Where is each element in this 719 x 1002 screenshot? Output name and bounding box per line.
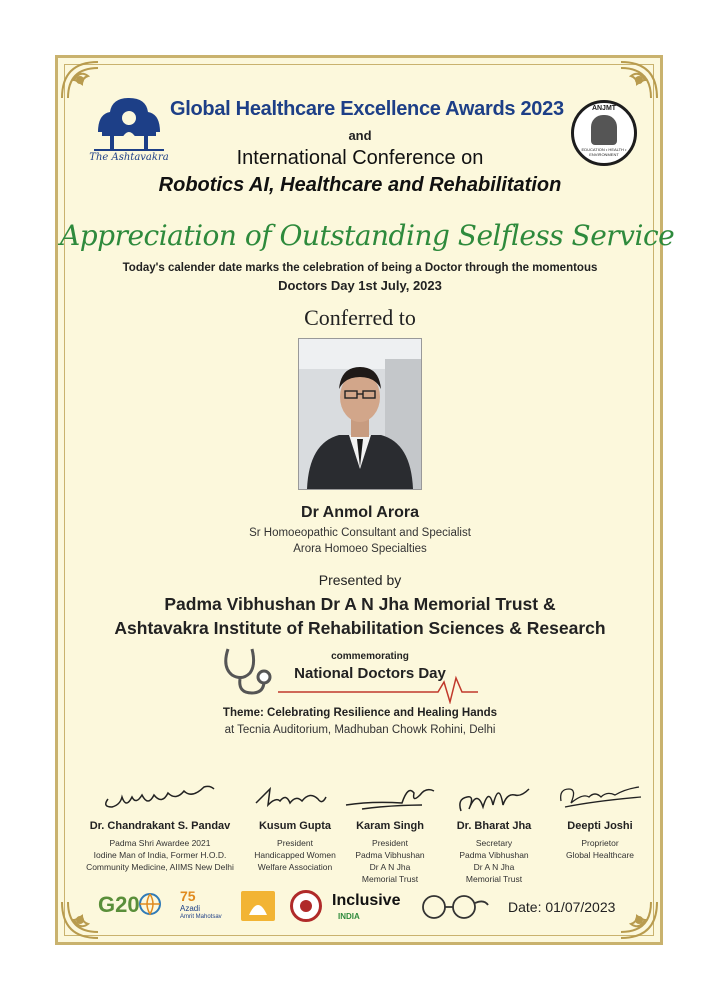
anjmt-logo-arc: EDUCATION • HEALTH • ENVIRONMENT (581, 147, 627, 157)
partner-logo (241, 891, 275, 921)
appreciation-heading: Appreciation of Outstanding Selfless Service (60, 219, 675, 252)
signatory-detail: Dr A N Jha (369, 862, 411, 872)
presented-by: Presented by (318, 572, 402, 588)
signatory-detail: Padma Shri Awardee 2021 (109, 838, 211, 848)
azadi-number: 75 (180, 888, 196, 904)
g20-logo (98, 890, 164, 922)
swachh-bharat-glasses-icon (414, 893, 490, 921)
signatory-detail: Secretary (475, 838, 513, 848)
lotus-globe-icon (138, 892, 162, 916)
signatory-detail: Memorial Trust (361, 874, 419, 884)
ornament-corner-icon (617, 58, 661, 102)
signatory-name: Dr. Chandrakant S. Pandav (89, 820, 231, 832)
signatory-name: Deepti Joshi (567, 820, 633, 832)
inclusive-sub: INDIA (338, 912, 360, 921)
signatory-detail: Welfare Association (257, 862, 333, 872)
signatory-detail: President (372, 838, 408, 848)
commemorating-text: commemorating (331, 651, 409, 662)
signatory-detail: Iodine Man of India, Former H.O.D. (93, 850, 227, 860)
inclusive-text: Inclusive (332, 892, 401, 909)
signatory-detail: Handicapped Women (254, 850, 336, 860)
recipient-organization: Arora Homoeo Specialties (293, 543, 427, 555)
intro-text: Today's calender date marks the celebration of being a Doctor through the momentous (122, 262, 598, 274)
signatory-detail: Community Medicine, AIIMS New Delhi (86, 862, 234, 872)
signature-kusum-gupta (250, 775, 330, 820)
signatory-name: Kusum Gupta (258, 820, 332, 832)
occasion-text: Doctors Day 1st July, 2023 (278, 278, 442, 293)
signature-deepti-joshi (555, 775, 645, 820)
signature-bharat-jha (455, 775, 535, 820)
signatory-detail: Padma Vibhushan (355, 850, 425, 860)
signatory-detail: Memorial Trust (465, 874, 523, 884)
signature-karam-singh (342, 775, 442, 820)
signatory-detail: Proprietor (581, 838, 619, 848)
anjmt-logo-ring: ANJMT (591, 105, 617, 112)
ornament-corner-icon (58, 898, 102, 942)
conference-title: International Conference on (236, 147, 484, 169)
and-text: and (348, 128, 372, 143)
signatory-detail: Padma Vibhushan (459, 850, 529, 860)
recipient-name: Dr Anmol Arora (301, 504, 419, 521)
azadi-logo (178, 888, 238, 924)
inclusive-india-logo (332, 890, 404, 924)
presenter-institute: Ashtavakra Institute of Rehabilitation Sciences & Research (114, 618, 606, 638)
theme-text: Theme: Celebrating Resilience and Healing Hands (222, 707, 498, 719)
signatory-name: Karam Singh (356, 820, 424, 832)
seal-logo (290, 890, 322, 922)
recipient-title: Sr Homoeopathic Consultant and Specialist (249, 527, 471, 539)
presenter-trust: Padma Vibhushan Dr A N Jha Memorial Trust & (164, 594, 556, 614)
signatory-detail: Global Healthcare (565, 850, 635, 860)
conferred-to: Conferred to (304, 305, 416, 330)
ornament-corner-icon (617, 898, 661, 942)
azadi-line2: Amrit Mahotsav (180, 914, 222, 920)
venue-text: at Tecnia Auditorium, Madhuban Chowk Rohini, Delhi (224, 724, 496, 736)
awards-title: Global Healthcare Excellence Awards 2023 (170, 98, 564, 120)
certificate-date: Date: 01/07/2023 (508, 899, 616, 915)
signature-pandav (100, 775, 220, 820)
signatory-name: Dr. Bharat Jha (456, 820, 532, 832)
national-doctors-day: National Doctors Day (294, 665, 446, 682)
signatory-detail: President (277, 838, 313, 848)
recipient-photo (298, 338, 422, 490)
conference-subject: Robotics AI, Healthcare and Rehabilitation (158, 174, 562, 196)
signatory-detail: Dr A N Jha (473, 862, 515, 872)
ashtavakra-logo-text: The Ashtavakra (89, 152, 169, 163)
g20-logo-text: G20 (98, 892, 140, 917)
stethoscope-icon (218, 643, 274, 699)
azadi-line1: Azadi (180, 904, 201, 913)
heartbeat-icon (278, 674, 478, 704)
